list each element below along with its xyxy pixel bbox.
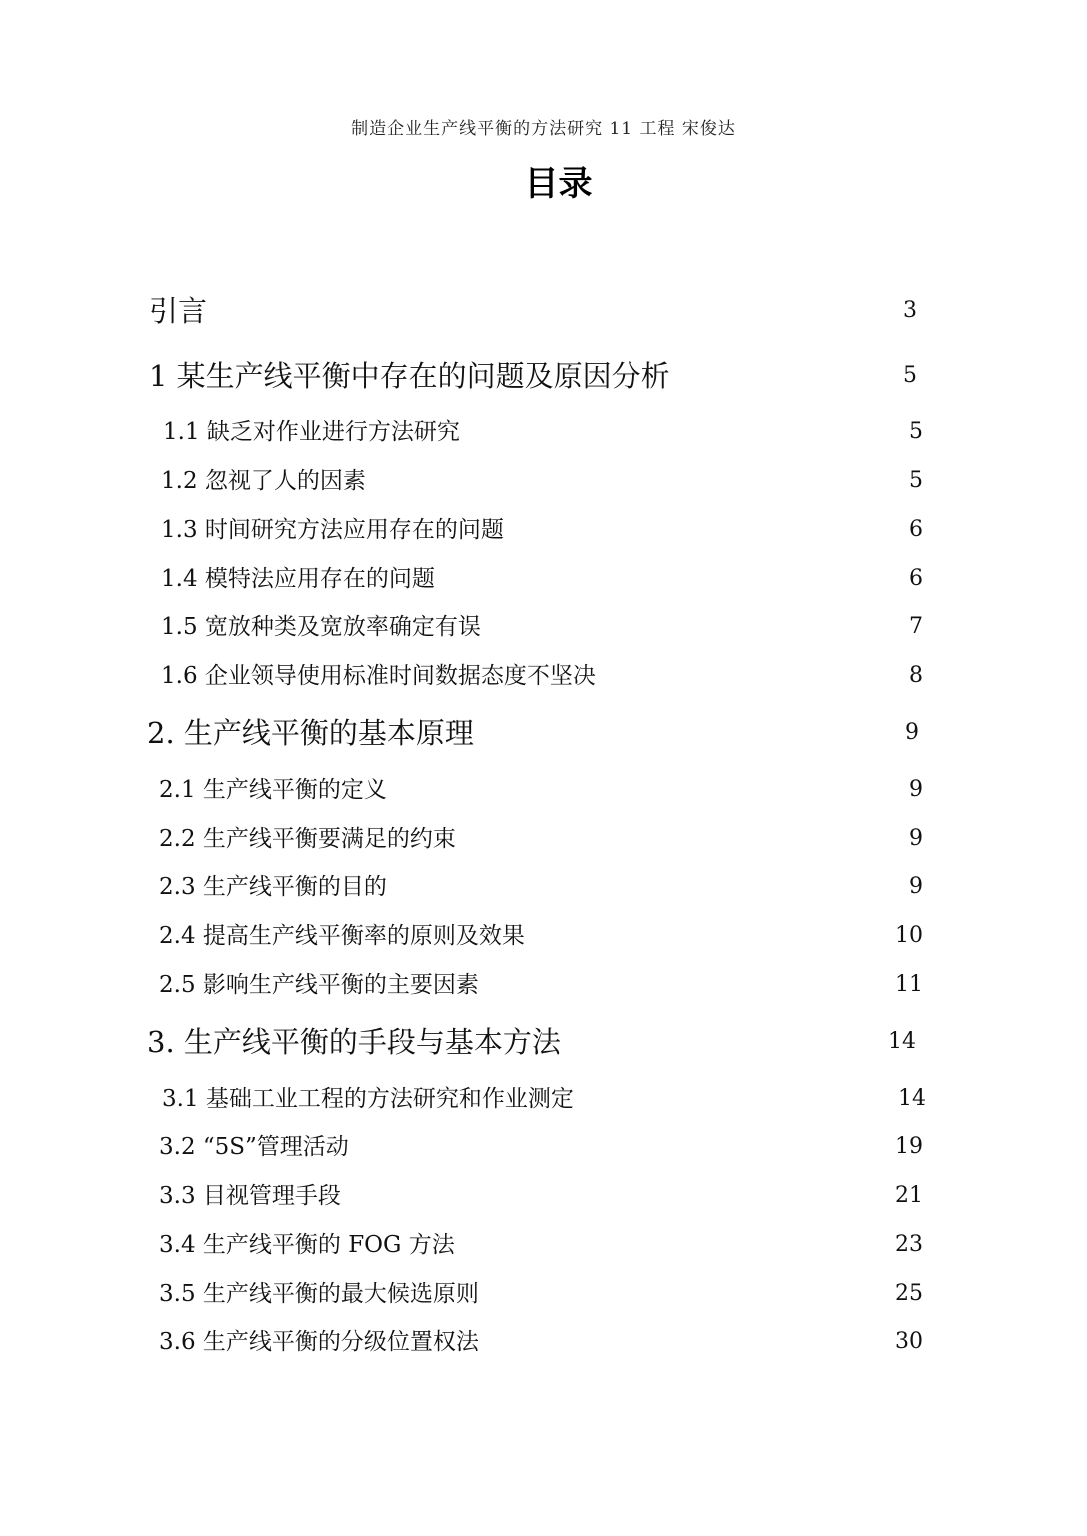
toc-entry-page: 6 — [909, 517, 923, 542]
toc-entry-1-1[interactable] — [0, 412, 1087, 452]
toc-entry-3-5[interactable] — [0, 1274, 1087, 1314]
toc-entry-page: 3 — [903, 298, 917, 323]
toc-entry-page: 21 — [895, 1183, 923, 1208]
toc-entry-label: 2.5 影响生产线平衡的主要因素 — [159, 972, 479, 998]
toc-entry-1-3[interactable] — [0, 510, 1087, 550]
toc-entry-3-3[interactable] — [0, 1176, 1087, 1216]
toc-entry-page: 14 — [898, 1086, 926, 1111]
toc-entry-label: 2. 生产线平衡的基本原理 — [147, 716, 474, 750]
toc-entry-3-4[interactable] — [0, 1225, 1087, 1265]
toc-entry-2-3[interactable] — [0, 867, 1087, 907]
toc-entry-3-6[interactable] — [0, 1322, 1087, 1362]
toc-entry-2-1[interactable] — [0, 770, 1087, 810]
toc-entry-chapter-1[interactable] — [0, 356, 1087, 396]
toc-entry-label: 3.6 生产线平衡的分级位置权法 — [159, 1329, 479, 1355]
toc-entry-page: 7 — [909, 614, 923, 639]
toc-entry-1-5[interactable] — [0, 607, 1087, 647]
toc-entry-label: 1.5 宽放种类及宽放率确定有误 — [161, 614, 481, 640]
toc-entry-label: 2.4 提高生产线平衡率的原则及效果 — [159, 923, 525, 949]
toc-entry-label: 1.3 时间研究方法应用存在的问题 — [161, 517, 504, 543]
toc-entry-1-2[interactable] — [0, 461, 1087, 501]
toc-entry-page: 5 — [903, 363, 917, 388]
page-title: 目录 — [524, 164, 593, 204]
toc-entry-label: 2.1 生产线平衡的定义 — [159, 777, 387, 803]
toc-entry-label: 2.3 生产线平衡的目的 — [159, 874, 387, 900]
toc-entry-label: 1 某生产线平衡中存在的问题及原因分析 — [149, 359, 670, 393]
toc-entry-label: 1.6 企业领导使用标准时间数据态度不坚决 — [161, 663, 596, 689]
toc-entry-label: 1.1 缺乏对作业进行方法研究 — [163, 419, 460, 445]
toc-entry-label: 1.4 模特法应用存在的问题 — [161, 566, 435, 592]
toc-entry-page: 9 — [909, 826, 923, 851]
toc-entry-3-1[interactable] — [0, 1079, 1087, 1119]
toc-entry-2-4[interactable] — [0, 916, 1087, 956]
toc-entry-page: 19 — [895, 1134, 923, 1159]
toc-entry-label: 2.2 生产线平衡要满足的约束 — [159, 826, 456, 852]
toc-entry-page: 25 — [895, 1281, 923, 1306]
toc-entry-page: 10 — [895, 923, 923, 948]
toc-entry-page: 5 — [909, 419, 923, 444]
toc-entry-chapter-2[interactable] — [0, 713, 1087, 753]
toc-entry-page: 9 — [909, 777, 923, 802]
toc-entry-page: 5 — [909, 468, 923, 493]
toc-entry-label: 引言 — [149, 294, 208, 328]
toc-entry-label: 3.4 生产线平衡的 FOG 方法 — [159, 1232, 455, 1258]
toc-entry-3-2[interactable] — [0, 1127, 1087, 1167]
toc-entry-page: 8 — [909, 663, 923, 688]
toc-entry-page: 11 — [895, 972, 923, 997]
toc-entry-label: 3.3 目视管理手段 — [159, 1183, 341, 1209]
toc-entry-page: 14 — [888, 1029, 916, 1054]
toc-entry-2-5[interactable] — [0, 965, 1087, 1005]
toc-entry-label: 3.5 生产线平衡的最大候选原则 — [159, 1281, 479, 1307]
toc-entry-label: 3. 生产线平衡的手段与基本方法 — [147, 1025, 561, 1059]
running-header: 制造企业生产线平衡的方法研究 11 工程 宋俊达 — [351, 119, 736, 139]
toc-entry-page: 9 — [905, 720, 919, 745]
toc-entry-page: 30 — [895, 1329, 923, 1354]
toc-entry-label: 1.2 忽视了人的因素 — [161, 468, 366, 494]
toc-entry-label: 3.2 “5S”管理活动 — [159, 1134, 349, 1160]
toc-entry-intro[interactable] — [0, 291, 1087, 331]
toc-entry-label: 3.1 基础工业工程的方法研究和作业测定 — [162, 1086, 574, 1112]
toc-entry-1-4[interactable] — [0, 559, 1087, 599]
toc-entry-page: 6 — [909, 566, 923, 591]
toc-entry-page: 9 — [909, 874, 923, 899]
toc-entry-page: 23 — [895, 1232, 923, 1257]
toc-entry-1-6[interactable] — [0, 656, 1087, 696]
toc-entry-chapter-3[interactable] — [0, 1022, 1087, 1062]
toc-entry-2-2[interactable] — [0, 819, 1087, 859]
